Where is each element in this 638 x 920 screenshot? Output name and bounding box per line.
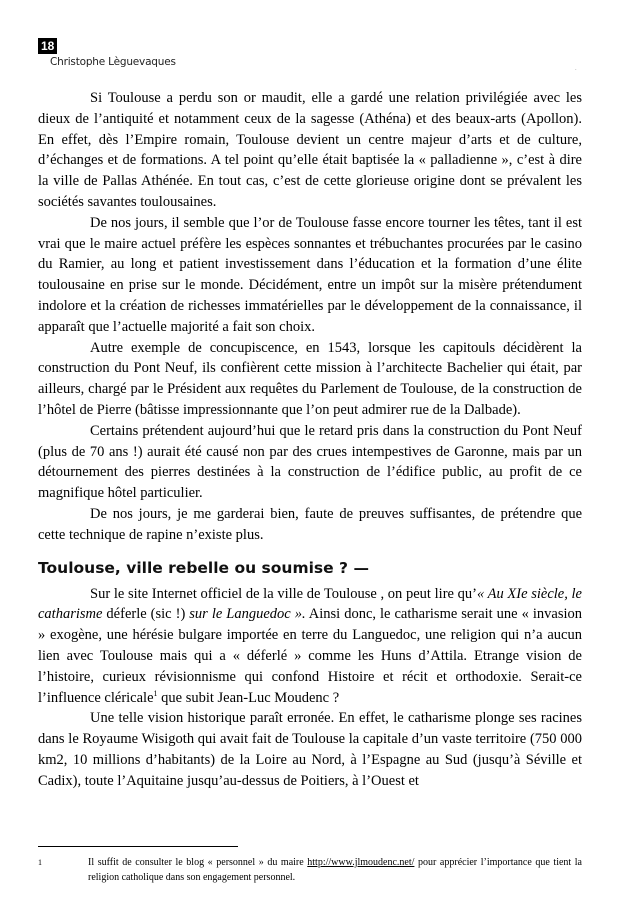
footnote-separator — [38, 846, 238, 847]
footnote-text-after: pour apprécier l’importance que tient la religion catholique dans son engagement personnel. — [88, 857, 582, 883]
footnote-reference[interactable]: 1 — [153, 688, 158, 698]
p6-text-2: déferle (sic !) — [102, 606, 190, 623]
header-mark: . — [575, 66, 577, 72]
footnote-text-before: Il suffit de consulter le blog « personnel » du maire — [88, 857, 308, 868]
page-number: 18 — [38, 38, 57, 54]
footnote-text — [88, 855, 582, 885]
p6-text-1: Sur le site Internet officiel de la ville de Toulouse , on peut lire qu’ — [90, 585, 477, 602]
p6-text-3: Ainsi donc, le catharisme serait une « invasion » exogène, une hérésie bulgare importée en terre du Languedoc, une religion qui n’a aucun lien avec Toulouse mais qui a « déferlé » comme les Huns d’Attila. Etrange vision de l’histoire, curieux révisionnisme qui confond Histoire et récit et orthodoxie. Serait-ce l’influence cléricale — [38, 606, 583, 706]
paragraph-7: Une telle vision historique paraît erronée. En effet, le catharisme plonge ses racines dans le Royaume Wisigoth qui avait fait de Toulouse la capitale d’un vaste territoire (750 000 km2, 10 millions d’habitants) de la Loire au Nord, à l’Espagne au Sud (jusqu’à Séville et Cadix), toute l’Aquitaine jusqu’au-dessus de Poitiers, à l’Ouest et — [38, 710, 582, 789]
paragraph-5: De nos jours, je me garderai bien, faute de preuves suffisantes, de prétendre que cette technique de rapine n’existe plus. — [38, 505, 582, 543]
paragraph-3: Autre exemple de concupiscence, en 1543, lorsque les capitouls décidèrent la construction du Pont Neuf, ils confièrent cette mission à l’architecte Bachelier qui était, par ailleurs, chargé par le Président aux requêtes du Parlement de Toulouse, de la construction de l’hôtel de Pierre (bâtisse impressionnante que l’on peut admirer rue de la Dalbade). — [38, 339, 582, 418]
section-heading: Toulouse, ville rebelle ou soumise ? — — [38, 558, 369, 577]
footnote-link[interactable]: http://www.jlmoudenc.net/ — [307, 857, 415, 868]
paragraph-6 — [38, 584, 582, 709]
p6-quote-1: « Au XIe siècle, le catharisme — [38, 585, 582, 623]
running-header-author: Christophe Lèguevaques — [50, 56, 176, 68]
paragraph-2: De nos jours, il semble que l’or de Toulouse fasse encore tourner les têtes, tant il est vrai que le maire actuel préfère les espèces sonnantes et trébuchantes procurées par le casino du Ramier, au long et patient investissement dans l’éducation et la formation d’une élite toulousaine en prise sur le monde. Décidément, entre un impôt sur la misère prétendument indolore et la création de richesses immatérielles par le développement de la connaissance, il apparaît que l’actuelle majorité a fait son choix. — [38, 214, 582, 335]
p6-quote-2: sur le Languedoc ». — [189, 606, 306, 623]
footnote-number: 1 — [38, 858, 42, 867]
footnote — [38, 855, 582, 885]
body-text — [38, 88, 582, 792]
p6-text-4: que subit Jean-Luc Moudenc ? — [157, 689, 340, 706]
paragraph-4: Certains prétendent aujourd’hui que le retard pris dans la construction du Pont Neuf (plus de 70 ans !) aurait été causé non par des crues intempestives de Garonne, mais par un détournement des pierres destinées à la construction de l’édifice public, au profit de ce magnifique hôtel particulier. — [38, 422, 582, 502]
paragraph-1: Si Toulouse a perdu son or maudit, elle a gardé une relation privilégiée avec les dieux de l’antiquité et notamment ceux de la sagesse (Athéna) et des beaux-arts (Apollon). En effet, dès l’Empire romain, Toulouse devient un centre majeur d’arts et de culture, d’échanges et de formations. A tel point qu’elle était baptisée la « palladienne », c’est à dire la ville de Pallas Athénée. En tout cas, c’est de cette glorieuse origine dont se prévalent les sociétés savantes toulousaines. — [38, 90, 582, 210]
